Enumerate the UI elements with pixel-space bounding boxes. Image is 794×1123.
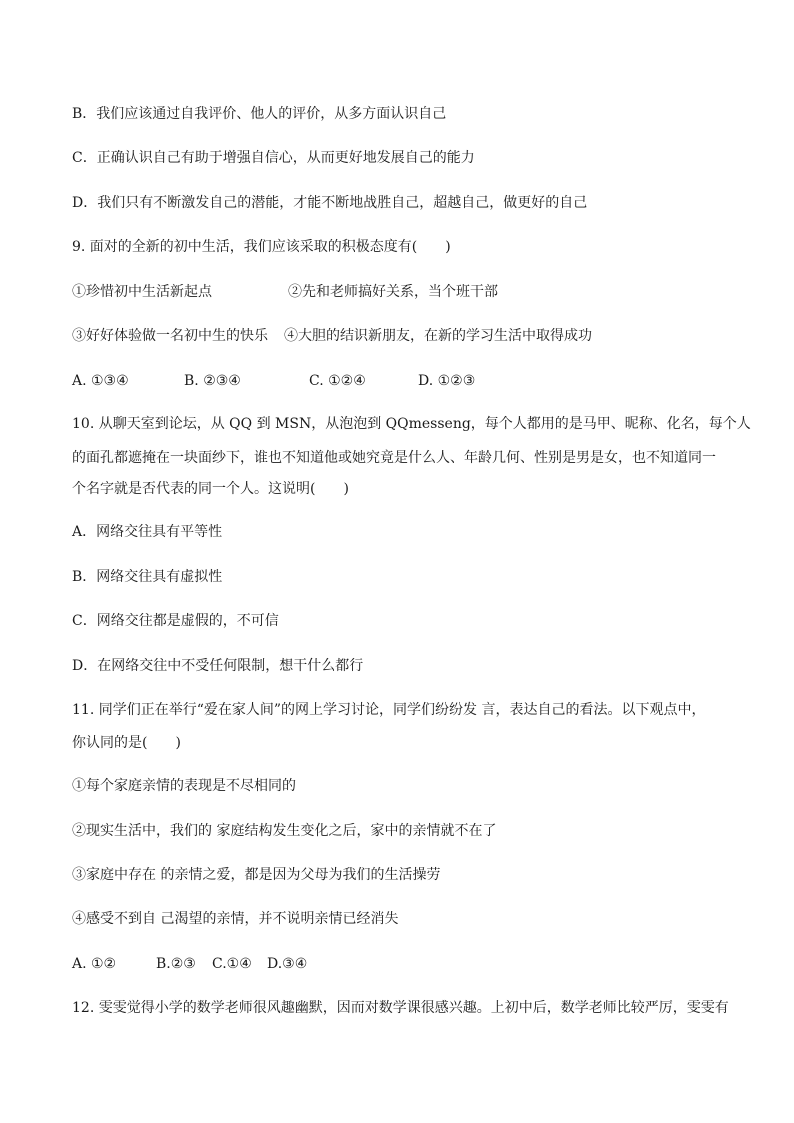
q11-statement-4: ④感受不到自 己渴望的亲情，并不说明亲情已经消失 [72, 911, 399, 927]
q11-answer-options [72, 954, 307, 974]
q9-statement-4: ④大胆的结识新朋友，在新的学习生活中取得成功 [284, 328, 592, 344]
q10-stem-line1: 10. 从聊天室到论坛，从 QQ 到 MSN，从泡泡到 QQmesseng，每个人都用的是马甲、昵称、化名，每个人 [72, 416, 751, 432]
q10-option-d: D．在网络交往中不受任何限制，想干什么都行 [72, 658, 364, 674]
q11-option-d: D.③④ [267, 956, 308, 972]
q11-statement-2: ②现实生活中，我们的 家庭结构发生变化之后，家中的亲情就不在了 [72, 823, 497, 839]
q9-option-d: D. ①②③ [418, 373, 476, 389]
q11-statement-1: ①每个家庭亲情的表现是不尽相同的 [72, 778, 296, 794]
q8-option-c: C．正确认识自己有助于增强自信心，从而更好地发展自己的能力 [72, 150, 475, 166]
q9-stem: 9. 面对的全新的初中生活，我们应该采取的积极态度有( ) [72, 239, 451, 255]
q10-stem-line3: 个名字就是否代表的同一个人。这说明( ) [72, 481, 349, 497]
q10-option-c: C．网络交往都是虚假的，不可信 [72, 613, 279, 629]
q8-option-b: B．我们应该通过自我评价、他人的评价，从多方面认识自己 [72, 106, 447, 122]
q11-stem-line2: 你认同的是( ) [72, 735, 181, 751]
q12-stem-line1: 12. 雯雯觉得小学的数学老师很风趣幽默，因而对数学课很感兴趣。上初中后，数学老师比较严厉，雯雯有 [72, 1000, 729, 1016]
q9-statement-1: ①珍惜初中生活新起点 [72, 284, 212, 300]
q9-option-a: A. ①③④ [72, 373, 129, 389]
q9-option-c: C. ①②④ [309, 373, 366, 389]
q10-option-a: A．网络交往具有平等性 [72, 524, 223, 540]
q9-statement-3: ③好好体验做一名初中生的快乐 [72, 328, 268, 344]
q10-stem-line2: 的面孔都遮掩在一块面纱下，谁也不知道他或她究竟是什么人、年龄几何、性别是男是女，也不知道同一 [72, 450, 716, 466]
q11-option-c: C.①④ [212, 956, 252, 972]
q10-option-b: B．网络交往具有虚拟性 [72, 569, 223, 585]
q9-statement-2: ②先和老师搞好关系，当个班干部 [288, 284, 498, 300]
q11-statement-3: ③家庭中存在 的亲情之爱，都是因为父母为我们的生活操劳 [72, 867, 441, 883]
q11-option-b: B.②③ [156, 956, 196, 972]
q9-option-b: B. ②③④ [184, 373, 241, 389]
q9-answer-options [72, 371, 475, 391]
q9-statements-row2 [72, 326, 592, 346]
q11-option-a: A. ①② [72, 956, 117, 972]
q9-statements-row1 [72, 282, 498, 302]
q8-option-d: D．我们只有不断激发自己的潜能，才能不断地战胜自己，超越自己，做更好的自己 [72, 195, 588, 211]
q11-stem-line1: 11. 同学们正在举行“爱在家人间”的网上学习讨论，同学们纷纷发 言，表达自己的看法。以下观点中， [72, 702, 706, 718]
